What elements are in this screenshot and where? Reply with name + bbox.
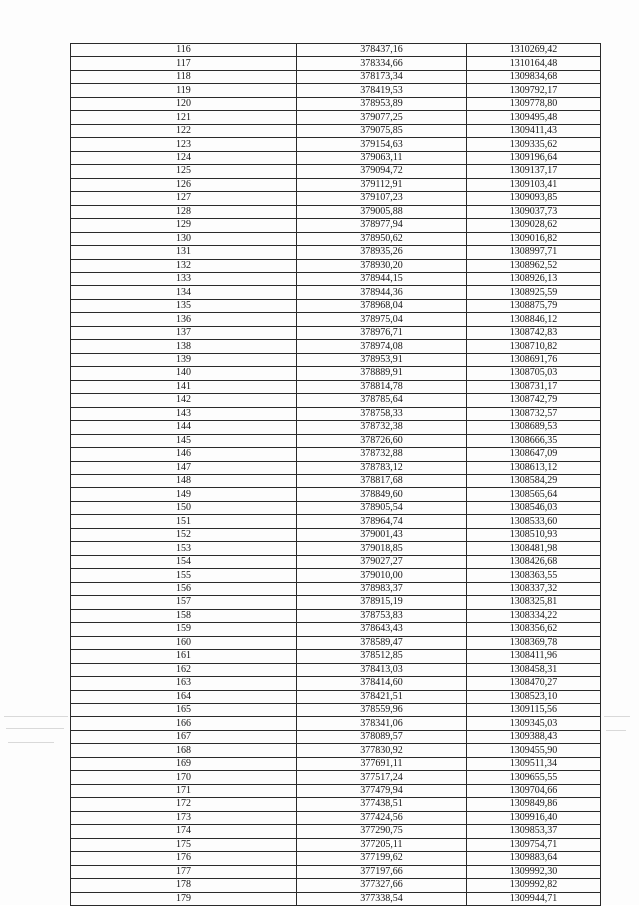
table-row bbox=[71, 178, 601, 191]
y-coordinate-cell: 1308458,31 bbox=[467, 663, 601, 676]
point-number-cell: 145 bbox=[71, 434, 297, 447]
y-coordinate-cell: 1308613,12 bbox=[467, 461, 601, 474]
table-row bbox=[71, 124, 601, 137]
point-number-cell: 153 bbox=[71, 542, 297, 555]
point-number-cell: 174 bbox=[71, 825, 297, 838]
table-row bbox=[71, 394, 601, 407]
y-coordinate-cell: 1308334,22 bbox=[467, 609, 601, 622]
x-coordinate-cell: 379063,11 bbox=[297, 151, 467, 164]
y-coordinate-cell: 1309016,82 bbox=[467, 232, 601, 245]
table-row bbox=[71, 111, 601, 124]
y-coordinate-cell: 1309495,48 bbox=[467, 111, 601, 124]
x-coordinate-cell: 377479,94 bbox=[297, 784, 467, 797]
x-coordinate-cell: 377338,54 bbox=[297, 892, 467, 905]
y-coordinate-cell: 1309754,71 bbox=[467, 838, 601, 851]
table-row bbox=[71, 703, 601, 716]
y-coordinate-cell: 1308481,98 bbox=[467, 542, 601, 555]
table-row bbox=[71, 677, 601, 690]
x-coordinate-cell: 378814,78 bbox=[297, 380, 467, 393]
point-number-cell: 166 bbox=[71, 717, 297, 730]
point-number-cell: 158 bbox=[71, 609, 297, 622]
y-coordinate-cell: 1308710,82 bbox=[467, 340, 601, 353]
table-row bbox=[71, 367, 601, 380]
y-coordinate-cell: 1309849,86 bbox=[467, 798, 601, 811]
point-number-cell: 121 bbox=[71, 111, 297, 124]
point-number-cell: 119 bbox=[71, 84, 297, 97]
point-number-cell: 141 bbox=[71, 380, 297, 393]
x-coordinate-cell: 378726,60 bbox=[297, 434, 467, 447]
y-coordinate-cell: 1308691,76 bbox=[467, 353, 601, 366]
x-coordinate-cell: 379005,88 bbox=[297, 205, 467, 218]
table-row bbox=[71, 609, 601, 622]
table-row bbox=[71, 528, 601, 541]
point-number-cell: 116 bbox=[71, 44, 297, 57]
point-number-cell: 179 bbox=[71, 892, 297, 905]
y-coordinate-cell: 1308925,59 bbox=[467, 286, 601, 299]
x-coordinate-cell: 378889,91 bbox=[297, 367, 467, 380]
x-coordinate-cell: 378983,37 bbox=[297, 582, 467, 595]
table-row bbox=[71, 326, 601, 339]
x-coordinate-cell: 378341,06 bbox=[297, 717, 467, 730]
y-coordinate-cell: 1308470,27 bbox=[467, 677, 601, 690]
y-coordinate-cell: 1309137,17 bbox=[467, 165, 601, 178]
y-coordinate-cell: 1308732,57 bbox=[467, 407, 601, 420]
point-number-cell: 138 bbox=[71, 340, 297, 353]
x-coordinate-cell: 378643,43 bbox=[297, 623, 467, 636]
y-coordinate-cell: 1309992,30 bbox=[467, 865, 601, 878]
x-coordinate-cell: 379001,43 bbox=[297, 528, 467, 541]
y-coordinate-cell: 1309834,68 bbox=[467, 70, 601, 83]
x-coordinate-cell: 378977,94 bbox=[297, 219, 467, 232]
table-row bbox=[71, 97, 601, 110]
table-row bbox=[71, 757, 601, 770]
point-number-cell: 142 bbox=[71, 394, 297, 407]
y-coordinate-cell: 1309037,73 bbox=[467, 205, 601, 218]
point-number-cell: 130 bbox=[71, 232, 297, 245]
x-coordinate-cell: 378437,16 bbox=[297, 44, 467, 57]
y-coordinate-cell: 1308846,12 bbox=[467, 313, 601, 326]
x-coordinate-cell: 379027,27 bbox=[297, 555, 467, 568]
x-coordinate-cell: 377691,11 bbox=[297, 757, 467, 770]
y-coordinate-cell: 1308742,79 bbox=[467, 394, 601, 407]
table-row bbox=[71, 192, 601, 205]
x-coordinate-cell: 379077,25 bbox=[297, 111, 467, 124]
x-coordinate-cell: 377327,66 bbox=[297, 879, 467, 892]
point-number-cell: 124 bbox=[71, 151, 297, 164]
y-coordinate-cell: 1308337,32 bbox=[467, 582, 601, 595]
x-coordinate-cell: 378753,83 bbox=[297, 609, 467, 622]
table-row bbox=[71, 784, 601, 797]
x-coordinate-cell: 379107,23 bbox=[297, 192, 467, 205]
table-row bbox=[71, 744, 601, 757]
x-coordinate-cell: 378953,91 bbox=[297, 353, 467, 366]
table-row bbox=[71, 852, 601, 865]
x-coordinate-cell: 378975,04 bbox=[297, 313, 467, 326]
table-row bbox=[71, 138, 601, 151]
y-coordinate-cell: 1308926,13 bbox=[467, 272, 601, 285]
x-coordinate-cell: 377197,66 bbox=[297, 865, 467, 878]
x-coordinate-cell: 378732,38 bbox=[297, 421, 467, 434]
table-row bbox=[71, 84, 601, 97]
x-coordinate-cell: 378413,03 bbox=[297, 663, 467, 676]
y-coordinate-cell: 1308533,60 bbox=[467, 515, 601, 528]
point-number-cell: 154 bbox=[71, 555, 297, 568]
point-number-cell: 144 bbox=[71, 421, 297, 434]
point-number-cell: 135 bbox=[71, 299, 297, 312]
point-number-cell: 149 bbox=[71, 488, 297, 501]
x-coordinate-cell: 378421,51 bbox=[297, 690, 467, 703]
y-coordinate-cell: 1309944,71 bbox=[467, 892, 601, 905]
x-coordinate-cell: 378758,33 bbox=[297, 407, 467, 420]
y-coordinate-cell: 1308325,81 bbox=[467, 596, 601, 609]
point-number-cell: 156 bbox=[71, 582, 297, 595]
x-coordinate-cell: 378968,04 bbox=[297, 299, 467, 312]
y-coordinate-cell: 1309853,37 bbox=[467, 825, 601, 838]
x-coordinate-cell: 378512,85 bbox=[297, 650, 467, 663]
table-row bbox=[71, 892, 601, 905]
point-number-cell: 123 bbox=[71, 138, 297, 151]
x-coordinate-cell: 379094,72 bbox=[297, 165, 467, 178]
y-coordinate-cell: 1308426,68 bbox=[467, 555, 601, 568]
scan-artifact bbox=[4, 716, 68, 717]
point-number-cell: 176 bbox=[71, 852, 297, 865]
point-number-cell: 151 bbox=[71, 515, 297, 528]
y-coordinate-cell: 1309792,17 bbox=[467, 84, 601, 97]
table-row bbox=[71, 272, 601, 285]
point-number-cell: 132 bbox=[71, 259, 297, 272]
x-coordinate-cell: 379075,85 bbox=[297, 124, 467, 137]
x-coordinate-cell: 378419,53 bbox=[297, 84, 467, 97]
y-coordinate-cell: 1309511,34 bbox=[467, 757, 601, 770]
point-number-cell: 127 bbox=[71, 192, 297, 205]
table-row bbox=[71, 205, 601, 218]
scan-artifact bbox=[8, 742, 54, 743]
x-coordinate-cell: 378173,34 bbox=[297, 70, 467, 83]
y-coordinate-cell: 1309103,41 bbox=[467, 178, 601, 191]
x-coordinate-cell: 378334,66 bbox=[297, 57, 467, 70]
table-row bbox=[71, 555, 601, 568]
table-row bbox=[71, 44, 601, 57]
y-coordinate-cell: 1308705,03 bbox=[467, 367, 601, 380]
table-row bbox=[71, 286, 601, 299]
table-row bbox=[71, 515, 601, 528]
y-coordinate-cell: 1308363,55 bbox=[467, 569, 601, 582]
y-coordinate-cell: 1310164,48 bbox=[467, 57, 601, 70]
table-row bbox=[71, 57, 601, 70]
table-row bbox=[71, 650, 601, 663]
y-coordinate-cell: 1309093,85 bbox=[467, 192, 601, 205]
x-coordinate-cell: 378817,68 bbox=[297, 475, 467, 488]
table-row bbox=[71, 542, 601, 555]
x-coordinate-cell: 378976,71 bbox=[297, 326, 467, 339]
x-coordinate-cell: 377424,56 bbox=[297, 811, 467, 824]
coordinates-table bbox=[70, 43, 601, 906]
point-number-cell: 139 bbox=[71, 353, 297, 366]
x-coordinate-cell: 378785,64 bbox=[297, 394, 467, 407]
point-number-cell: 131 bbox=[71, 246, 297, 259]
y-coordinate-cell: 1308742,83 bbox=[467, 326, 601, 339]
point-number-cell: 136 bbox=[71, 313, 297, 326]
x-coordinate-cell: 379018,85 bbox=[297, 542, 467, 555]
point-number-cell: 118 bbox=[71, 70, 297, 83]
scan-artifact bbox=[606, 730, 626, 731]
x-coordinate-cell: 379112,91 bbox=[297, 178, 467, 191]
point-number-cell: 146 bbox=[71, 448, 297, 461]
point-number-cell: 164 bbox=[71, 690, 297, 703]
y-coordinate-cell: 1308546,03 bbox=[467, 501, 601, 514]
point-number-cell: 157 bbox=[71, 596, 297, 609]
table-row bbox=[71, 771, 601, 784]
point-number-cell: 126 bbox=[71, 178, 297, 191]
y-coordinate-cell: 1309411,43 bbox=[467, 124, 601, 137]
point-number-cell: 147 bbox=[71, 461, 297, 474]
table-row bbox=[71, 501, 601, 514]
point-number-cell: 134 bbox=[71, 286, 297, 299]
point-number-cell: 178 bbox=[71, 879, 297, 892]
point-number-cell: 148 bbox=[71, 475, 297, 488]
table-row bbox=[71, 865, 601, 878]
x-coordinate-cell: 378849,60 bbox=[297, 488, 467, 501]
point-number-cell: 137 bbox=[71, 326, 297, 339]
x-coordinate-cell: 378732,88 bbox=[297, 448, 467, 461]
point-number-cell: 120 bbox=[71, 97, 297, 110]
y-coordinate-cell: 1309028,62 bbox=[467, 219, 601, 232]
table-row bbox=[71, 879, 601, 892]
x-coordinate-cell: 377438,51 bbox=[297, 798, 467, 811]
table-row bbox=[71, 299, 601, 312]
x-coordinate-cell: 378953,89 bbox=[297, 97, 467, 110]
table-row bbox=[71, 421, 601, 434]
y-coordinate-cell: 1310269,42 bbox=[467, 44, 601, 57]
point-number-cell: 173 bbox=[71, 811, 297, 824]
table-row bbox=[71, 434, 601, 447]
table-row bbox=[71, 313, 601, 326]
point-number-cell: 160 bbox=[71, 636, 297, 649]
x-coordinate-cell: 377290,75 bbox=[297, 825, 467, 838]
point-number-cell: 169 bbox=[71, 757, 297, 770]
y-coordinate-cell: 1308523,10 bbox=[467, 690, 601, 703]
table-row bbox=[71, 690, 601, 703]
y-coordinate-cell: 1308875,79 bbox=[467, 299, 601, 312]
y-coordinate-cell: 1309916,40 bbox=[467, 811, 601, 824]
table-row bbox=[71, 582, 601, 595]
y-coordinate-cell: 1309655,55 bbox=[467, 771, 601, 784]
scan-artifact bbox=[604, 716, 630, 717]
point-number-cell: 171 bbox=[71, 784, 297, 797]
x-coordinate-cell: 377199,62 bbox=[297, 852, 467, 865]
point-number-cell: 163 bbox=[71, 677, 297, 690]
x-coordinate-cell: 377205,11 bbox=[297, 838, 467, 851]
table-row bbox=[71, 798, 601, 811]
table-row bbox=[71, 730, 601, 743]
point-number-cell: 117 bbox=[71, 57, 297, 70]
x-coordinate-cell: 378905,54 bbox=[297, 501, 467, 514]
y-coordinate-cell: 1308962,52 bbox=[467, 259, 601, 272]
y-coordinate-cell: 1309778,80 bbox=[467, 97, 601, 110]
table-row bbox=[71, 151, 601, 164]
y-coordinate-cell: 1309115,56 bbox=[467, 703, 601, 716]
x-coordinate-cell: 378414,60 bbox=[297, 677, 467, 690]
x-coordinate-cell: 378589,47 bbox=[297, 636, 467, 649]
x-coordinate-cell: 378944,15 bbox=[297, 272, 467, 285]
coordinates-table-body bbox=[71, 44, 601, 906]
point-number-cell: 167 bbox=[71, 730, 297, 743]
x-coordinate-cell: 378930,20 bbox=[297, 259, 467, 272]
y-coordinate-cell: 1309455,90 bbox=[467, 744, 601, 757]
x-coordinate-cell: 378915,19 bbox=[297, 596, 467, 609]
y-coordinate-cell: 1308731,17 bbox=[467, 380, 601, 393]
table-row bbox=[71, 380, 601, 393]
table-row bbox=[71, 623, 601, 636]
x-coordinate-cell: 378089,57 bbox=[297, 730, 467, 743]
point-number-cell: 177 bbox=[71, 865, 297, 878]
table-row bbox=[71, 596, 601, 609]
x-coordinate-cell: 378783,12 bbox=[297, 461, 467, 474]
x-coordinate-cell: 377517,24 bbox=[297, 771, 467, 784]
point-number-cell: 140 bbox=[71, 367, 297, 380]
point-number-cell: 133 bbox=[71, 272, 297, 285]
table-row bbox=[71, 448, 601, 461]
table-row bbox=[71, 407, 601, 420]
point-number-cell: 170 bbox=[71, 771, 297, 784]
point-number-cell: 175 bbox=[71, 838, 297, 851]
y-coordinate-cell: 1309335,62 bbox=[467, 138, 601, 151]
x-coordinate-cell: 379154,63 bbox=[297, 138, 467, 151]
y-coordinate-cell: 1308584,29 bbox=[467, 475, 601, 488]
table-row bbox=[71, 475, 601, 488]
table-row bbox=[71, 663, 601, 676]
y-coordinate-cell: 1308997,71 bbox=[467, 246, 601, 259]
y-coordinate-cell: 1309992,82 bbox=[467, 879, 601, 892]
table-row bbox=[71, 219, 601, 232]
point-number-cell: 143 bbox=[71, 407, 297, 420]
y-coordinate-cell: 1309388,43 bbox=[467, 730, 601, 743]
point-number-cell: 125 bbox=[71, 165, 297, 178]
point-number-cell: 152 bbox=[71, 528, 297, 541]
table-row bbox=[71, 811, 601, 824]
point-number-cell: 150 bbox=[71, 501, 297, 514]
y-coordinate-cell: 1309704,66 bbox=[467, 784, 601, 797]
point-number-cell: 155 bbox=[71, 569, 297, 582]
x-coordinate-cell: 379010,00 bbox=[297, 569, 467, 582]
x-coordinate-cell: 378974,08 bbox=[297, 340, 467, 353]
point-number-cell: 168 bbox=[71, 744, 297, 757]
point-number-cell: 161 bbox=[71, 650, 297, 663]
table-row bbox=[71, 259, 601, 272]
x-coordinate-cell: 378964,74 bbox=[297, 515, 467, 528]
y-coordinate-cell: 1308369,78 bbox=[467, 636, 601, 649]
table-row bbox=[71, 165, 601, 178]
scan-artifact bbox=[6, 728, 64, 729]
table-row bbox=[71, 246, 601, 259]
y-coordinate-cell: 1309196,64 bbox=[467, 151, 601, 164]
y-coordinate-cell: 1308666,35 bbox=[467, 434, 601, 447]
table-row bbox=[71, 569, 601, 582]
table-row bbox=[71, 340, 601, 353]
y-coordinate-cell: 1308647,09 bbox=[467, 448, 601, 461]
table-row bbox=[71, 636, 601, 649]
point-number-cell: 128 bbox=[71, 205, 297, 218]
x-coordinate-cell: 378950,62 bbox=[297, 232, 467, 245]
y-coordinate-cell: 1308411,96 bbox=[467, 650, 601, 663]
x-coordinate-cell: 378935,26 bbox=[297, 246, 467, 259]
y-coordinate-cell: 1309883,64 bbox=[467, 852, 601, 865]
point-number-cell: 165 bbox=[71, 703, 297, 716]
table-row bbox=[71, 461, 601, 474]
table-row bbox=[71, 717, 601, 730]
table-row bbox=[71, 825, 601, 838]
y-coordinate-cell: 1308689,53 bbox=[467, 421, 601, 434]
table-row bbox=[71, 232, 601, 245]
y-coordinate-cell: 1309345,03 bbox=[467, 717, 601, 730]
point-number-cell: 162 bbox=[71, 663, 297, 676]
x-coordinate-cell: 378559,96 bbox=[297, 703, 467, 716]
point-number-cell: 159 bbox=[71, 623, 297, 636]
table-row bbox=[71, 488, 601, 501]
x-coordinate-cell: 377830,92 bbox=[297, 744, 467, 757]
table-row bbox=[71, 70, 601, 83]
y-coordinate-cell: 1308356,62 bbox=[467, 623, 601, 636]
table-row bbox=[71, 353, 601, 366]
y-coordinate-cell: 1308510,93 bbox=[467, 528, 601, 541]
point-number-cell: 129 bbox=[71, 219, 297, 232]
x-coordinate-cell: 378944,36 bbox=[297, 286, 467, 299]
point-number-cell: 122 bbox=[71, 124, 297, 137]
table-row bbox=[71, 838, 601, 851]
y-coordinate-cell: 1308565,64 bbox=[467, 488, 601, 501]
point-number-cell: 172 bbox=[71, 798, 297, 811]
